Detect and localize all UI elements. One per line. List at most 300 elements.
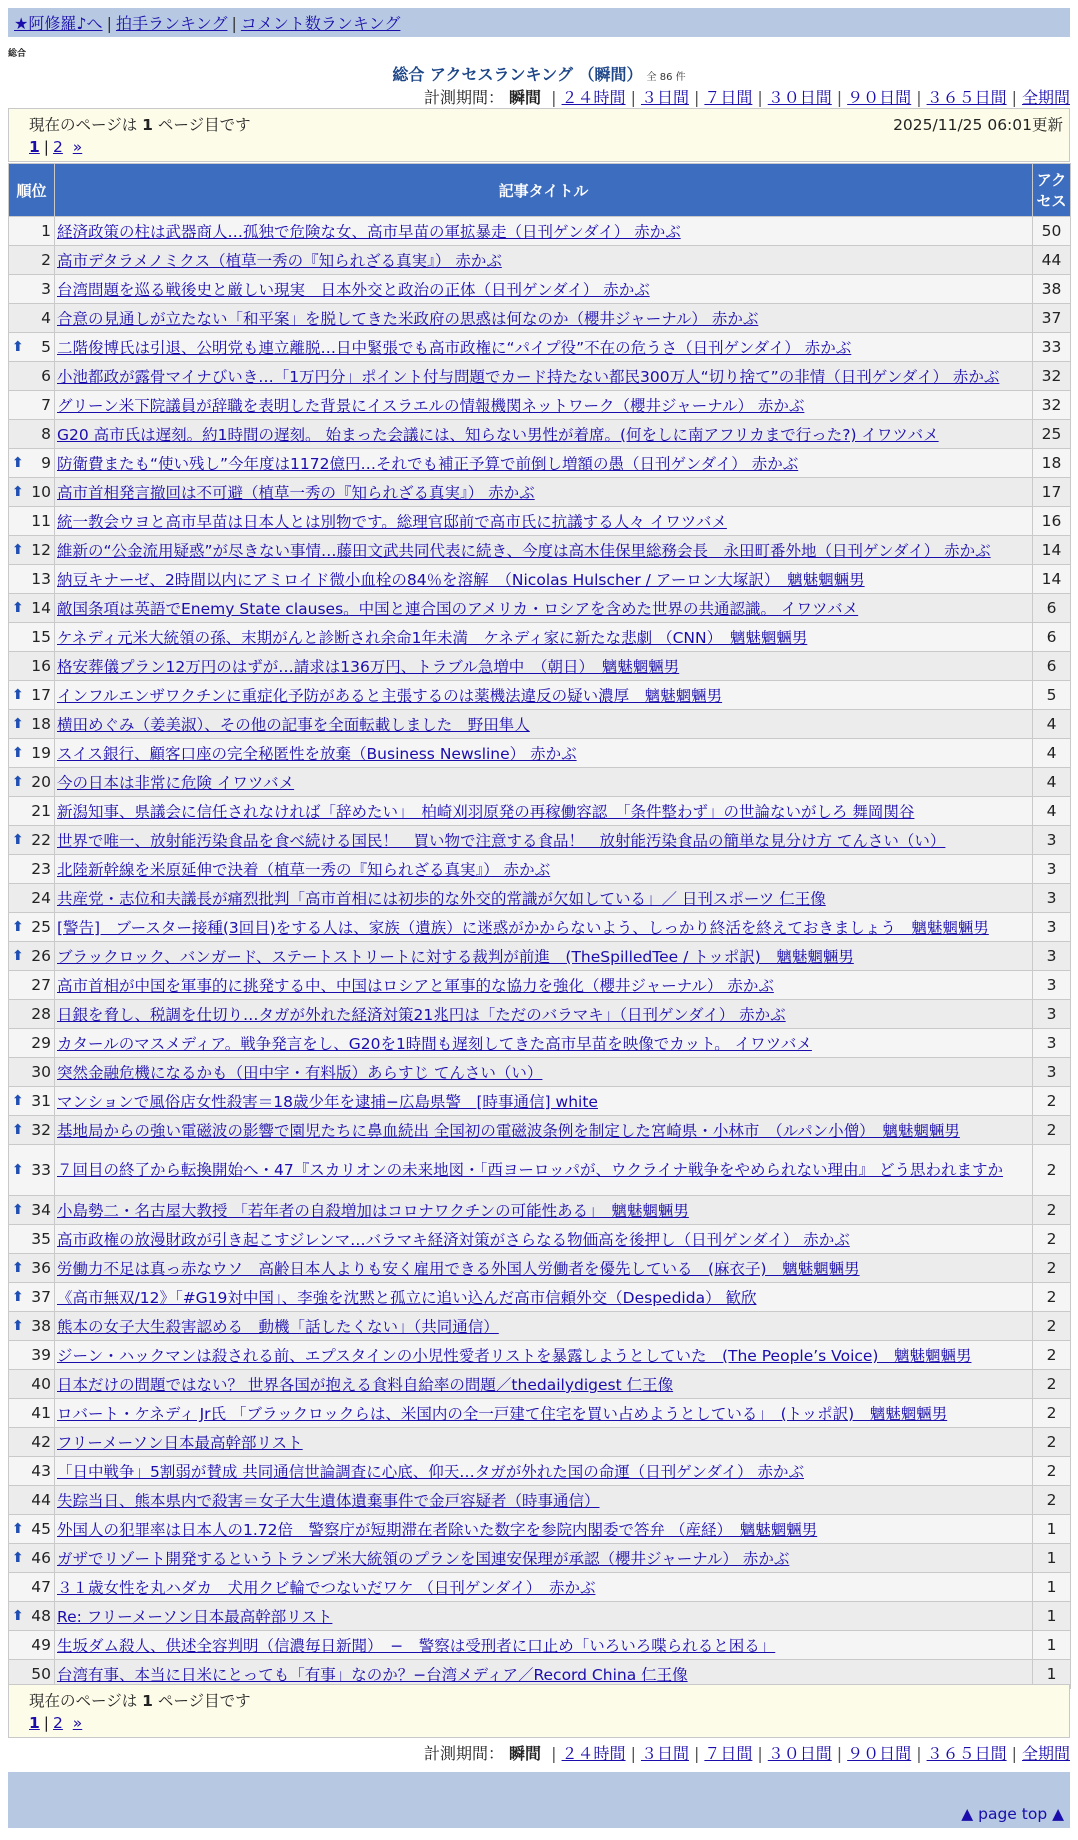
table-row [9,1515,1070,1543]
rank-number: 50 [31,1665,51,1683]
rank-cell [9,1370,54,1398]
period-link[interactable]: ７日間 [704,1744,753,1763]
article-title-link[interactable]: Re: フリーメーソン日本最高幹部リスト [57,1608,333,1626]
article-title-link[interactable]: マンションで風俗店女性殺害＝18歳少年を逮捕−広島県警 [時事通信] white [57,1093,598,1111]
article-title-link[interactable]: 経済政策の柱は武器商人…孤独で危険な女、高市早苗の軍拡暴走（日刊ゲンダイ） 赤かぶ [57,223,681,241]
period-links [546,88,1070,107]
table-row [9,768,1070,796]
article-title-link[interactable]: ロバート・ケネディ Jr氏 「ブラックロックらは、米国内の全一戸建て住宅を買い占めようとしている」 (トッポ訳) 魑魅魍魎男 [57,1405,948,1423]
page-indicator-number: 1 [142,116,153,134]
nav-home-link[interactable]: ★阿修羅♪へ [14,14,103,33]
period-separator: | [693,1744,700,1763]
article-title-link[interactable]: 納豆キナーゼ、2時間以内にアミロイド微小血栓の84％を溶解 （Nicolas Hulscher / アーロン大塚訳） 魑魅魍魎男 [57,571,865,589]
article-title-link[interactable]: 労働力不足は真っ赤なウソ 高齢日本人よりも安く雇用できる外国人労働者を優先している (麻衣子) 魑魅魍魎男 [57,1260,860,1278]
article-title-link[interactable]: ３１歳女性を丸ハダカ 犬用クビ輪でつないだワケ （日刊ゲンダイ） 赤かぶ [57,1579,596,1597]
period-separator: | [1011,1744,1017,1763]
table-row [9,1428,1070,1456]
table-row [9,1116,1070,1144]
title-cell [55,884,1032,912]
rank-cell [9,942,54,970]
table-row [9,1399,1070,1427]
rank-number: 35 [31,1230,51,1248]
access-count: 4 [1033,768,1070,796]
access-count: 33 [1033,333,1070,361]
article-title-link[interactable]: 生坂ダム殺人、供述全容判明（信濃毎日新聞） − 警察は受刑者に口止め「いろいろ喋られると困る」 [57,1637,776,1655]
access-count: 1 [1033,1602,1070,1630]
period-separator: | [630,88,636,107]
article-title-link[interactable]: 日本だけの問題ではない？ 世界各国が抱える食料自給率の問題／thedailydigest 仁王像 [57,1376,674,1394]
title-cell [55,1225,1032,1253]
table-row [9,449,1070,477]
rank-number: 2 [41,251,51,269]
access-count: 2 [1033,1341,1070,1369]
table-row [9,623,1070,651]
period-separator: | [836,88,843,107]
article-title-link[interactable]: 共産党・志位和夫議長が痛烈批判「高市首相には初歩的な外交的常識が欠如している」／ 日刊スポーツ 仁王像 [57,890,826,908]
article-title-link[interactable]: 高市首相発言撤回は不可避（植草一秀の『知られざる真実』） 赤かぶ [57,484,535,502]
page-top-link[interactable]: ▲ page top ▲ [961,1805,1064,1823]
rank-number: 19 [31,744,51,762]
article-title-link[interactable]: 台湾問題を巡る戦後史と厳しい現実 日本外交と政治の正体（日刊ゲンダイ） 赤かぶ [57,281,650,299]
rank-number: 14 [31,599,51,617]
access-count: 3 [1033,913,1070,941]
pager-page-2[interactable]: 2 [53,138,63,156]
access-count: 2 [1033,1399,1070,1427]
rank-number: 9 [41,454,51,472]
article-title-link[interactable]: 高市政権の放漫財政が引き起こすジレンマ…バラマキ経済対策がさらなる物価高を後押し（日刊ゲンダイ） 赤かぶ [57,1231,850,1249]
period-link[interactable]: ３０日間 [767,1744,832,1763]
table-row [9,681,1070,709]
rank-number: 26 [31,947,51,965]
rank-cell [9,1087,54,1115]
article-title-link[interactable]: 失踪当日、熊本県内で殺害＝女子大生遺体遺棄事件で金戸容疑者（時事通信） [57,1492,600,1510]
rank-number: 28 [31,1005,51,1023]
rank-cell [9,420,54,448]
article-title-link[interactable]: ブラックロック、バンガード、ステートストリートに対する裁判が前進 (TheSpilledTee / トッポ訳) 魑魅魍魎男 [57,948,854,966]
page-title-text: 総合 アクセスランキング （瞬間） [392,65,643,84]
period-separator: | [916,1744,922,1763]
rank-cell [9,768,54,796]
article-title-link[interactable]: スイス銀行、顧客口座の完全秘匿性を放棄（Business Newsline） 赤かぶ [57,745,577,763]
nav-separator: | [106,14,112,33]
table-row [9,536,1070,564]
article-title-link[interactable]: G20 高市氏は遅刻。約1時間の遅刻。 始まった会議には、知らない男性が着席。(何をしに南アフリカまで行った?) イワツバメ [57,426,939,444]
table-row [9,884,1070,912]
title-cell [55,478,1032,506]
title-cell [55,1631,1032,1659]
period-label: 計測期間： [423,1744,504,1763]
title-cell [55,565,1032,593]
period-link[interactable]: ３日間 [640,88,689,107]
access-count: 1 [1033,1515,1070,1543]
article-title-link[interactable]: 合意の見通しが立たない「和平案」を脱してきた米政府の思惑は何なのか（櫻井ジャーナル） 赤かぶ [57,310,759,328]
article-title-link[interactable]: 今の日本は非常に危険 イワツバメ [57,774,295,792]
rank-number: 30 [31,1063,51,1081]
title-cell [55,391,1032,419]
title-cell [55,1602,1032,1630]
rank-cell [9,304,54,332]
rank-number: 47 [31,1578,51,1596]
table-row [9,594,1070,622]
article-title-link[interactable]: インフルエンザワクチンに重症化予防があると主張するのは薬機法違反の疑い濃厚 魑魅魍魎男 [57,687,723,705]
pager-current-page[interactable]: 1 [29,1714,40,1732]
access-count: 3 [1033,884,1070,912]
up-arrow-icon: ⬆ [12,1260,24,1276]
article-title-link[interactable]: 二階俊博氏は引退、公明党も連立離脱…日中緊張でも高市政権に“パイプ役”不在の危うさ（日刊ゲンダイ） 赤かぶ [57,339,852,357]
page-indicator-suffix: ページ目です [157,116,251,134]
rank-number: 43 [31,1462,51,1480]
title-cell [55,507,1032,535]
title-cell [55,275,1032,303]
title-cell [55,217,1032,245]
rank-cell [9,536,54,564]
period-link[interactable]: ３日間 [640,1744,689,1763]
access-count: 1 [1033,1660,1070,1688]
total-count: 全 86 件 [646,72,686,83]
article-title-link[interactable]: 「日中戦争」5割弱が賛成 共同通信世論調査に心底、仰天…タガが外れた国の命運（日刊ゲンダイ） 赤かぶ [57,1463,804,1481]
section-label: 総合 [8,49,27,59]
rank-number: 25 [31,918,51,936]
rank-cell [9,449,54,477]
title-cell [55,971,1032,999]
pager-next[interactable]: » [72,1714,83,1732]
up-arrow-icon: ⬆ [12,1162,24,1178]
title-cell [55,246,1032,274]
header-access: アクセス [1033,164,1070,216]
table-row [9,1457,1070,1485]
title-cell [55,1087,1032,1115]
rank-cell [9,1428,54,1456]
rank-number: 7 [41,396,51,414]
up-arrow-icon: ⬆ [12,1521,24,1537]
access-count: 3 [1033,1058,1070,1086]
top-navigation [8,8,1070,37]
access-count: 6 [1033,594,1070,622]
table-row [9,1486,1070,1514]
access-count: 25 [1033,420,1070,448]
updated-timestamp: 2025/11/25 06:01更新 [893,116,1063,134]
rank-cell [9,1225,54,1253]
access-count: 2 [1033,1283,1070,1311]
access-count: 2 [1033,1457,1070,1485]
rank-cell [9,1254,54,1282]
article-title-link[interactable]: 横田めぐみ（姜美淑）、その他の記事を全面転載しました 野田隼人 [57,716,530,734]
table-header-row [9,164,1070,216]
rank-cell [9,623,54,651]
rank-number: 18 [31,715,51,733]
article-title-link[interactable]: 統一教会ウヨと高市早苗は日本人とは別物です。総理官邸前で高市氏に抗議する人々 イワツバメ [57,513,727,531]
article-title-link[interactable]: 敵国条項は英語でEnemy State clauses。中国と連合国のアメリカ・ロシアを含めた世界の共通認識。 イワツバメ [57,600,859,618]
rank-number: 4 [41,309,51,327]
article-title-link[interactable]: 新潟知事、県議会に信任されなければ「辞めたい」 柏崎刈羽原発の再稼働容認 「条件整わず」の世論ないがしろ 舞岡関谷 [57,803,915,821]
article-title-link[interactable]: 台湾有事、本当に日米にとっても「有事」なのか？−台湾メディア／Record China 仁王像 [57,1666,688,1684]
article-title-link[interactable]: カタールのマスメディア。戦争発言をし、G20を1時間も遅刻してきた高市早苗を映像でカット。 イワツバメ [57,1035,812,1053]
period-link[interactable]: ９０日間 [847,88,912,107]
table-row [9,913,1070,941]
rank-cell [9,1457,54,1485]
rank-cell [9,362,54,390]
pager: 1 | 2 » [29,1714,83,1732]
page-title [0,62,1078,85]
nav-clap-ranking-link[interactable]: 拍手ランキング [115,14,228,33]
up-arrow-icon: ⬆ [12,600,24,616]
article-title-link[interactable]: ケネディ元米大統領の孫、末期がんと診断され余命1年未満 ケネディ家に新たな悲劇 （CNN） 魑魅魍魎男 [57,629,808,647]
title-cell [55,768,1032,796]
table-row [9,391,1070,419]
article-title-link[interactable]: 《高市無双/12》「#G19対中国」、李強を沈黙と孤立に追い込んだ高市信頼外交（Despedida） 歓欣 [57,1289,757,1307]
nav-separator: | [231,14,237,33]
rank-cell [9,1399,54,1427]
nav-comment-ranking-link[interactable]: コメント数ランキング [240,14,401,33]
period-link[interactable]: ３６５日間 [926,88,1007,107]
rank-number: 37 [31,1288,51,1306]
article-title-link[interactable]: 日銀を脅し、税調を仕切り…タガが外れた経済対策21兆円は「ただのバラマキ」（日刊ゲンダイ） 赤かぶ [57,1006,786,1024]
access-count: 1 [1033,1544,1070,1572]
rank-number: 5 [41,338,51,356]
rank-cell [9,565,54,593]
up-arrow-icon: ⬆ [12,339,24,355]
rank-number: 32 [31,1121,51,1139]
title-cell [55,1000,1032,1028]
table-row [9,1341,1070,1369]
up-arrow-icon: ⬆ [12,832,24,848]
access-count: 2 [1033,1225,1070,1253]
header-title: 記事タイトル [55,164,1032,216]
rank-number: 15 [31,628,51,646]
rank-number: 41 [31,1404,51,1422]
rank-cell [9,1602,54,1630]
rank-cell [9,1145,54,1195]
rank-number: 16 [31,657,51,675]
article-title-link[interactable]: 熊本の女子大生殺害認める 動機「話したくない」（共同通信） [57,1318,499,1336]
rank-cell [9,246,54,274]
period-label: 計測期間： [423,88,504,107]
article-title-link[interactable]: 小池都政が露骨マイナびいき…「1万円分」ポイント付与問題でカード持たない都民300万人“切り捨て”の非情（日刊ゲンダイ） 赤かぶ [57,368,1000,386]
table-row [9,1196,1070,1224]
table-row [9,942,1070,970]
rank-cell [9,1544,54,1572]
access-count: 14 [1033,536,1070,564]
title-cell [55,1116,1032,1144]
title-cell [55,594,1032,622]
article-title-link[interactable]: 突然金融危機になるかも（田中宇・有料版）あらすじ てんさい（い） [57,1064,543,1082]
period-link[interactable]: ２４時間 [561,1744,626,1763]
article-title-link[interactable]: 防衛費またも“使い残し”今年度は1172億円…それでも補正予算で前倒し増額の愚（日刊ゲンダイ） 赤かぶ [57,455,799,473]
title-cell [55,1254,1032,1282]
access-count: 2 [1033,1116,1070,1144]
rank-cell [9,1631,54,1659]
period-link[interactable]: ７日間 [704,88,753,107]
article-title-link[interactable]: グリーン米下院議員が辞職を表明した背景にイスラエルの情報機関ネットワーク（櫻井ジャーナル） 赤かぶ [57,397,805,415]
period-link[interactable]: 全期間 [1021,1744,1070,1763]
up-arrow-icon: ⬆ [12,1202,24,1218]
table-row [9,1370,1070,1398]
table-row [9,1602,1070,1630]
period-separator: | [757,88,763,107]
title-cell [55,449,1032,477]
period-links [546,1744,1070,1763]
access-count: 3 [1033,1029,1070,1057]
access-count: 37 [1033,304,1070,332]
article-title-link[interactable]: 高市首相が中国を軍事的に挑発する中、中国はロシアと軍事的な協力を強化（櫻井ジャーナル） 赤かぶ [57,977,774,995]
pager-current-page[interactable]: 1 [29,138,40,156]
article-title-link[interactable]: 外国人の犯罪率は日本人の1.72倍 警察庁が短期滞在者除いた数字を参院内閣委で答弁 （産経） 魑魅魍魎男 [57,1521,818,1539]
access-count: 16 [1033,507,1070,535]
up-arrow-icon: ⬆ [12,1289,24,1305]
rank-cell [9,710,54,738]
up-arrow-icon: ⬆ [12,1122,24,1138]
table-row [9,710,1070,738]
title-cell [55,1145,1032,1195]
up-arrow-icon: ⬆ [12,1093,24,1109]
access-count: 2 [1033,1087,1070,1115]
title-cell [55,333,1032,361]
access-count: 38 [1033,275,1070,303]
pager-next[interactable]: » [72,138,83,156]
article-title-link[interactable]: 世界で唯一、放射能汚染食品を食べ続ける国民！ 買い物で注意する食品！ 放射能汚染食品の簡単な見分け方 てんさい（い） [57,832,946,850]
period-separator: | [693,88,700,107]
rank-cell [9,739,54,767]
table-row [9,304,1070,332]
access-count: 4 [1033,710,1070,738]
table-row [9,1312,1070,1340]
article-title-link[interactable]: 基地局からの強い電磁波の影響で園児たちに鼻血続出 全国初の電磁波条例を制定した宮崎県・小林市 （ルパン小僧） 魑魅魍魎男 [57,1122,960,1140]
access-count: 6 [1033,623,1070,651]
up-arrow-icon: ⬆ [12,774,24,790]
title-cell [55,1428,1032,1456]
rank-cell [9,971,54,999]
access-count: 32 [1033,362,1070,390]
ranking-table-body [9,217,1070,1688]
rank-number: 17 [31,686,51,704]
rank-cell [9,1196,54,1224]
period-link[interactable]: ２４時間 [561,88,626,107]
title-cell [55,420,1032,448]
access-count: 3 [1033,826,1070,854]
table-row [9,420,1070,448]
rank-number: 33 [31,1160,51,1179]
access-count: 2 [1033,1428,1070,1456]
rank-number: 44 [31,1491,51,1509]
rank-cell [9,797,54,825]
period-link[interactable]: ３６５日間 [926,1744,1007,1763]
title-cell [55,1370,1032,1398]
table-row [9,1573,1070,1601]
table-row [9,217,1070,245]
title-cell [55,536,1032,564]
period-separator: | [1011,88,1017,107]
rank-number: 20 [31,773,51,791]
rank-number: 39 [31,1346,51,1364]
table-row [9,1058,1070,1086]
article-title-link[interactable]: 格安葬儀プラン12万円のはずが…請求は136万円、トラブル急増中 （朝日） 魑魅魍魎男 [57,658,680,676]
access-count: 2 [1033,1196,1070,1224]
up-arrow-icon: ⬆ [12,542,24,558]
article-title-link[interactable]: [警告] ブースター接種(3回目)をする人は、家族（遺族）に迷惑がかからないよう、しっかり終活を終えておきましょう 魑魅魍魎男 [57,919,989,937]
article-title-link[interactable]: フリーメーソン日本最高幹部リスト [57,1434,303,1452]
rank-number: 12 [31,541,51,559]
rank-cell [9,681,54,709]
period-separator: | [836,1744,843,1763]
access-count: 2 [1033,1312,1070,1340]
rank-cell [9,1000,54,1028]
rank-cell [9,652,54,680]
access-count: 2 [1033,1370,1070,1398]
rank-number: 42 [31,1433,51,1451]
article-title-link[interactable]: 維新の“公金流用疑惑”が尽きない事情…藤田文武共同代表に続き、今度は高木佳保里総務会長 永田町番外地（日刊ゲンダイ） 赤かぶ [57,542,991,560]
table-row [9,565,1070,593]
rank-number: 46 [31,1549,51,1567]
table-row [9,1544,1070,1572]
access-count: 3 [1033,855,1070,883]
title-cell [55,913,1032,941]
article-title-link[interactable]: 北陸新幹線を米原延伸で決着（植草一秀の『知られざる真実』） 赤かぶ [57,861,551,879]
article-title-link[interactable]: 高市デタラメノミクス（植草一秀の『知られざる真実』） 赤かぶ [57,252,502,270]
rank-number: 49 [31,1636,51,1654]
rank-cell [9,217,54,245]
table-row [9,1145,1070,1195]
rank-cell [9,1341,54,1369]
access-count: 32 [1033,391,1070,419]
title-cell [55,1341,1032,1369]
page-indicator-number: 1 [142,1692,153,1710]
title-cell [55,797,1032,825]
rank-cell [9,1283,54,1311]
article-title-link[interactable]: ガザでリゾート開発するというトランプ米大統領のプランを国連安保理が承認（櫻井ジャーナル） 赤かぶ [57,1550,790,1568]
article-title-link[interactable]: ７回目の終了から転換開始へ・47『スカリオンの未来地図・「西ヨーロッパが、ウクライナ戦争をやめられない理由』 どう思われますか [57,1160,1003,1179]
period-separator: | [551,1744,557,1763]
rank-number: 31 [31,1092,51,1110]
table-row [9,246,1070,274]
rank-cell [9,1312,54,1340]
access-count: 1 [1033,1573,1070,1601]
table-row [9,652,1070,680]
article-title-link[interactable]: 小島勢二・名古屋大教授 「若年者の自殺増加はコロナワクチンの可能性ある」 魑魅魍魎男 [57,1202,689,1220]
rank-cell [9,1573,54,1601]
access-count: 6 [1033,652,1070,680]
rank-number: 21 [31,802,51,820]
title-cell [55,942,1032,970]
rank-cell [9,1486,54,1514]
access-count: 50 [1033,217,1070,245]
period-link[interactable]: 全期間 [1021,88,1070,107]
access-count: 14 [1033,565,1070,593]
title-cell [55,1544,1032,1572]
period-link[interactable]: ３０日間 [767,88,832,107]
bottom-bar [8,1772,1070,1828]
rank-number: 6 [41,367,51,385]
page-indicator-suffix: ページ目です [157,1692,251,1710]
pager-page-2[interactable]: 2 [53,1714,63,1732]
table-row [9,1087,1070,1115]
rank-cell [9,275,54,303]
title-cell [55,1196,1032,1224]
rank-number: 48 [31,1607,51,1625]
table-row [9,1254,1070,1282]
rank-cell [9,855,54,883]
rank-cell [9,333,54,361]
access-count: 5 [1033,681,1070,709]
period-link[interactable]: ９０日間 [847,1744,912,1763]
article-title-link[interactable]: ジーン・ハックマンは殺される前、エプスタインの小児性愛者リストを暴露しようとしていた (The People’s Voice) 魑魅魍魎男 [57,1347,972,1365]
rank-number: 3 [41,280,51,298]
title-cell [55,304,1032,332]
rank-number: 27 [31,976,51,994]
access-count: 44 [1033,246,1070,274]
table-row [9,275,1070,303]
title-cell [55,826,1032,854]
title-cell [55,1515,1032,1543]
